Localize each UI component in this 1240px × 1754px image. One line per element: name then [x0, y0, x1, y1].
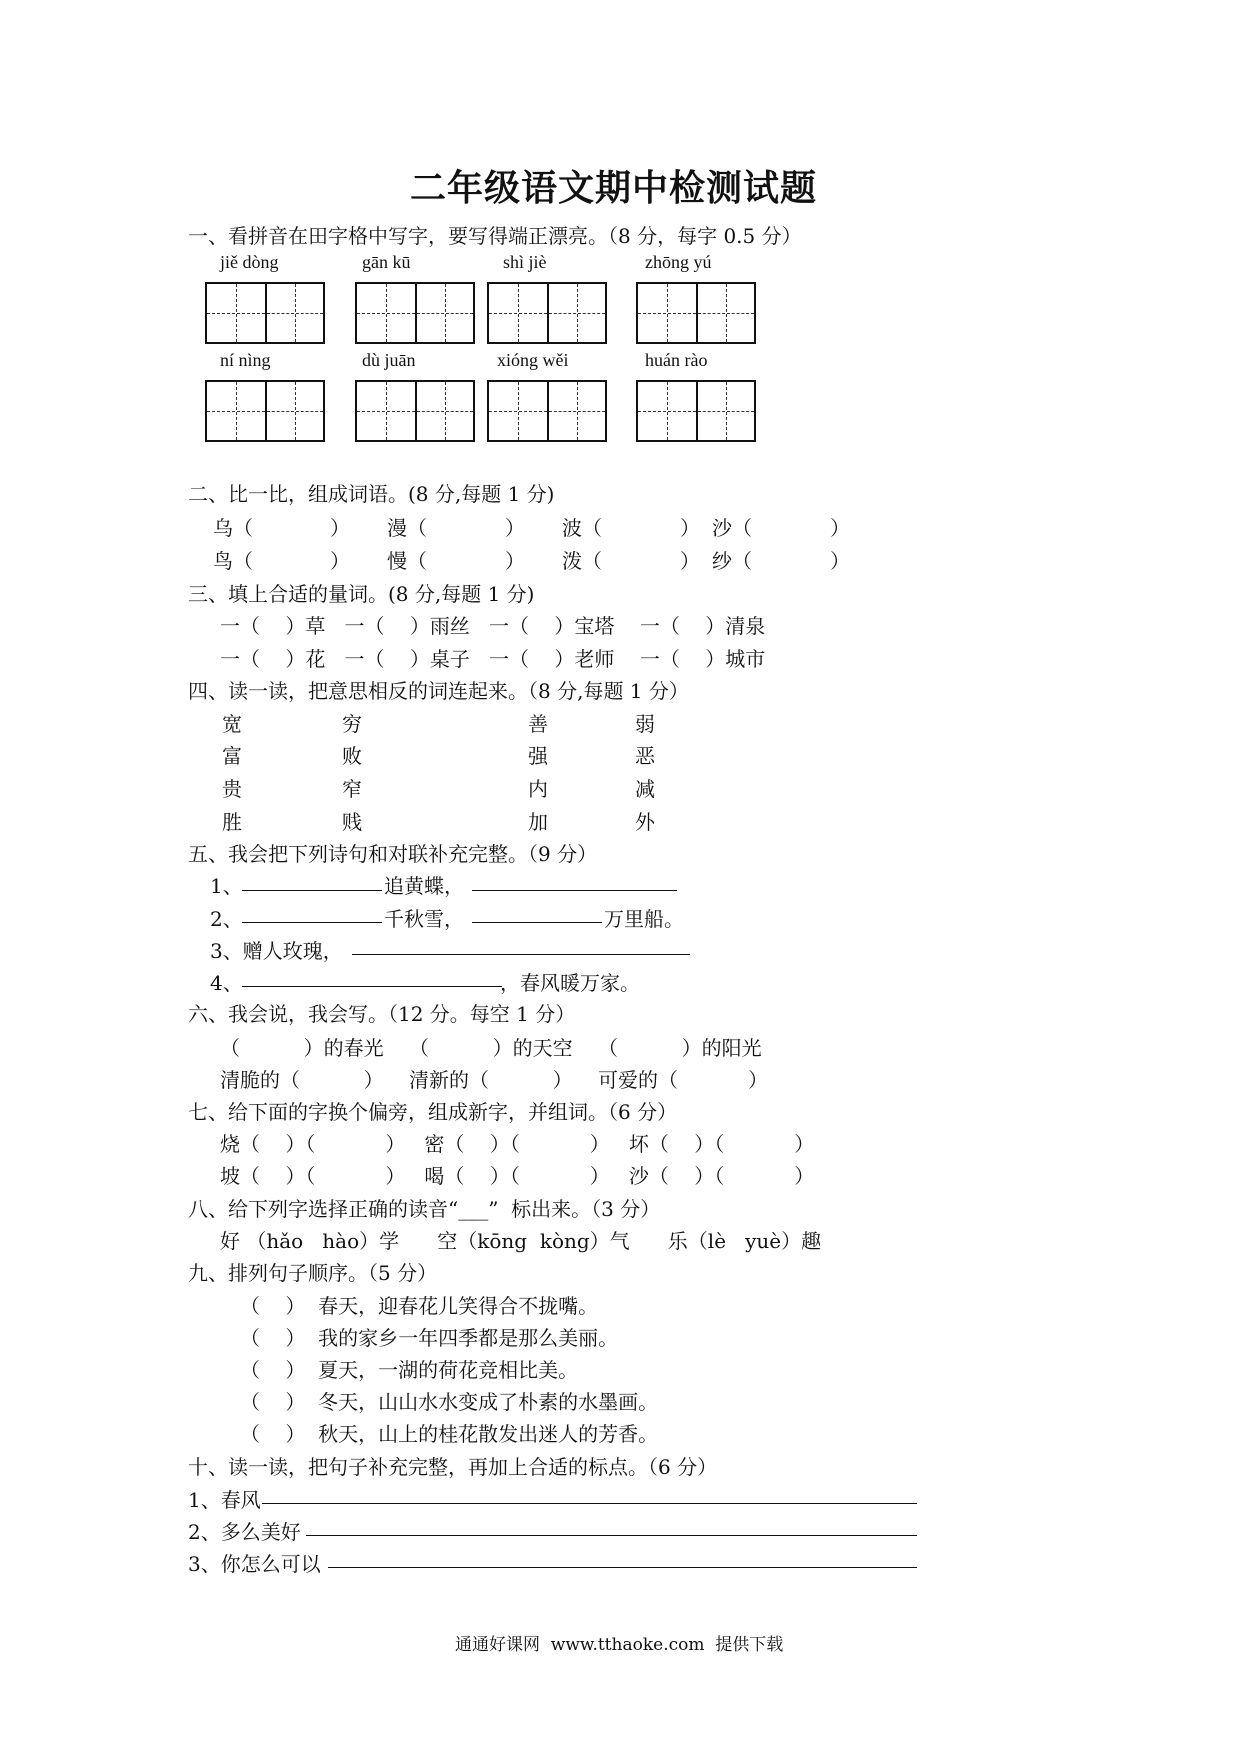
- s2-r1-c: 漫（: [387, 516, 427, 540]
- s8-row: 好 （hǎo hào）学 空（kōng kòng）气 乐（lè yuè）趣: [220, 1229, 822, 1253]
- s10-item-3: 3、你怎么可以: [188, 1552, 321, 1576]
- s4-c1-1: 宽: [222, 712, 242, 736]
- s5-l3-text: 3、赠人玫瑰，: [210, 939, 343, 963]
- s4-c4-1: 弱: [635, 712, 655, 736]
- s2-r2-b: ）: [330, 549, 350, 573]
- page-title: 二年级语文期中检测试题: [410, 167, 818, 209]
- s9-item: （ ） 我的家乡一年四季都是那么美丽。: [240, 1326, 619, 1350]
- s4-c4-3: 减: [635, 777, 655, 801]
- section-10-heading: 十、读一读，把句子补充完整，再加上合适的标点。（6 分）: [188, 1455, 718, 1479]
- s4-c3-2: 强: [528, 744, 548, 768]
- s10-item-2: 2、多么美好: [188, 1520, 301, 1544]
- blank-line[interactable]: [352, 954, 690, 955]
- s2-r2-f: ）: [680, 549, 700, 573]
- section-2-heading: 二、比一比，组成词语。(8 分,每题 1 分): [188, 482, 555, 506]
- blank-line[interactable]: [306, 1535, 917, 1536]
- s4-c1-4: 胜: [222, 810, 242, 834]
- s4-c1-3: 贵: [222, 777, 242, 801]
- s4-c1-2: 富: [222, 744, 242, 768]
- footer-credit: 通通好课网 www.tthaoke.com 提供下载: [455, 1635, 784, 1655]
- s4-c3-3: 内: [528, 777, 548, 801]
- section-7-heading: 七、给下面的字换个偏旁，组成新字，并组词。（6 分）: [188, 1100, 678, 1124]
- s4-c2-4: 贱: [342, 810, 362, 834]
- s4-c2-1: 穷: [342, 712, 362, 736]
- pinyin-6: dù juān: [362, 350, 416, 370]
- s5-l2-end: 万里船。: [604, 907, 684, 931]
- writing-grid[interactable]: [205, 282, 325, 344]
- section-1-heading: 一、看拼音在田字格中写字，要写得端正漂亮。（8 分，每字 0.5 分）: [188, 224, 802, 248]
- s2-r1-g: 沙（: [712, 516, 752, 540]
- s2-r2-g: 纱（: [712, 549, 752, 573]
- s5-l4-text: ，春风暖万家。: [500, 971, 640, 995]
- s9-item: （ ） 夏天，一湖的荷花竞相比美。: [240, 1358, 579, 1382]
- section-9-heading: 九、排列句子顺序。（5 分）: [188, 1261, 438, 1285]
- blank-line[interactable]: [242, 890, 382, 891]
- s2-r1-f: ）: [680, 516, 700, 540]
- s9-item: （ ） 冬天，山山水水变成了朴素的水墨画。: [240, 1390, 659, 1414]
- writing-grid[interactable]: [355, 380, 475, 442]
- blank-line[interactable]: [242, 986, 502, 987]
- s5-l2-num: 2、: [210, 907, 243, 931]
- s6-row-1: （ ）的春光 （ ）的天空 （ ）的阳光: [220, 1036, 762, 1060]
- s2-r1-a: 乌（: [213, 516, 253, 540]
- blank-line[interactable]: [472, 922, 602, 923]
- s5-l4-num: 4、: [210, 971, 243, 995]
- pinyin-5: ní nìng: [220, 350, 271, 370]
- s5-l1-text: 追黄蝶，: [384, 874, 464, 898]
- s7-row-2: 坡（ ）（ ） 喝（ ）（ ） 沙（ ）（ ）: [220, 1164, 815, 1188]
- s7-row-1: 烧（ ）（ ） 密（ ）（ ） 坏（ ）（ ）: [220, 1132, 815, 1156]
- writing-grid[interactable]: [487, 380, 607, 442]
- section-8-heading: 八、给下列字选择正确的读音“___” 标出来。（3 分）: [188, 1197, 661, 1221]
- pinyin-3: shì jiè: [503, 252, 547, 272]
- writing-grid[interactable]: [205, 380, 325, 442]
- s2-r1-h: ）: [830, 516, 850, 540]
- writing-grid[interactable]: [636, 380, 756, 442]
- s2-r2-c: 慢（: [387, 549, 427, 573]
- writing-grid[interactable]: [636, 282, 756, 344]
- s2-r1-b: ）: [330, 516, 350, 540]
- writing-grid[interactable]: [355, 282, 475, 344]
- section-4-heading: 四、读一读，把意思相反的词连起来。（8 分,每题 1 分）: [188, 679, 689, 703]
- blank-line[interactable]: [262, 1503, 917, 1504]
- s3-row-2: 一（ ）花 一（ ）桌子 一（ ）老师 一（ ）城市: [220, 647, 766, 671]
- blank-line[interactable]: [328, 1567, 917, 1568]
- blank-line[interactable]: [242, 922, 382, 923]
- s4-c2-2: 败: [342, 744, 362, 768]
- section-3-heading: 三、填上合适的量词。(8 分,每题 1 分): [188, 582, 535, 606]
- s2-r1-d: ）: [505, 516, 525, 540]
- s5-l2-text: 千秋雪，: [384, 907, 464, 931]
- s2-r2-d: ）: [505, 549, 525, 573]
- s9-item: （ ） 秋天，山上的桂花散发出迷人的芳香。: [240, 1422, 659, 1446]
- s2-r1-e: 波（: [562, 516, 602, 540]
- s2-r2-a: 鸟（: [213, 549, 253, 573]
- s4-c3-4: 加: [528, 810, 548, 834]
- pinyin-2: gān kū: [362, 252, 411, 272]
- s5-l1-num: 1、: [210, 874, 243, 898]
- s10-item-1: 1、春风: [188, 1488, 261, 1512]
- section-6-heading: 六、我会说，我会写。（12 分。每空 1 分）: [188, 1002, 576, 1026]
- s6-row-2: 清脆的（ ） 清新的（ ） 可爱的（ ）: [220, 1068, 768, 1092]
- section-5-heading: 五、我会把下列诗句和对联补充完整。（9 分）: [188, 842, 598, 866]
- blank-line[interactable]: [472, 890, 677, 891]
- s3-row-1: 一（ ）草 一（ ）雨丝 一（ ）宝塔 一（ ）清泉: [220, 614, 766, 638]
- s2-r2-h: ）: [830, 549, 850, 573]
- pinyin-1: jiě dòng: [220, 252, 279, 272]
- s4-c2-3: 窄: [342, 777, 362, 801]
- pinyin-8: huán rào: [645, 350, 708, 370]
- writing-grid[interactable]: [487, 282, 607, 344]
- s2-r2-e: 泼（: [562, 549, 602, 573]
- s4-c3-1: 善: [528, 712, 548, 736]
- pinyin-4: zhōng yú: [645, 252, 712, 272]
- s4-c4-4: 外: [635, 810, 655, 834]
- s4-c4-2: 恶: [635, 744, 655, 768]
- s9-item: （ ） 春天，迎春花儿笑得合不拢嘴。: [240, 1294, 599, 1318]
- pinyin-7: xióng wěi: [497, 350, 569, 370]
